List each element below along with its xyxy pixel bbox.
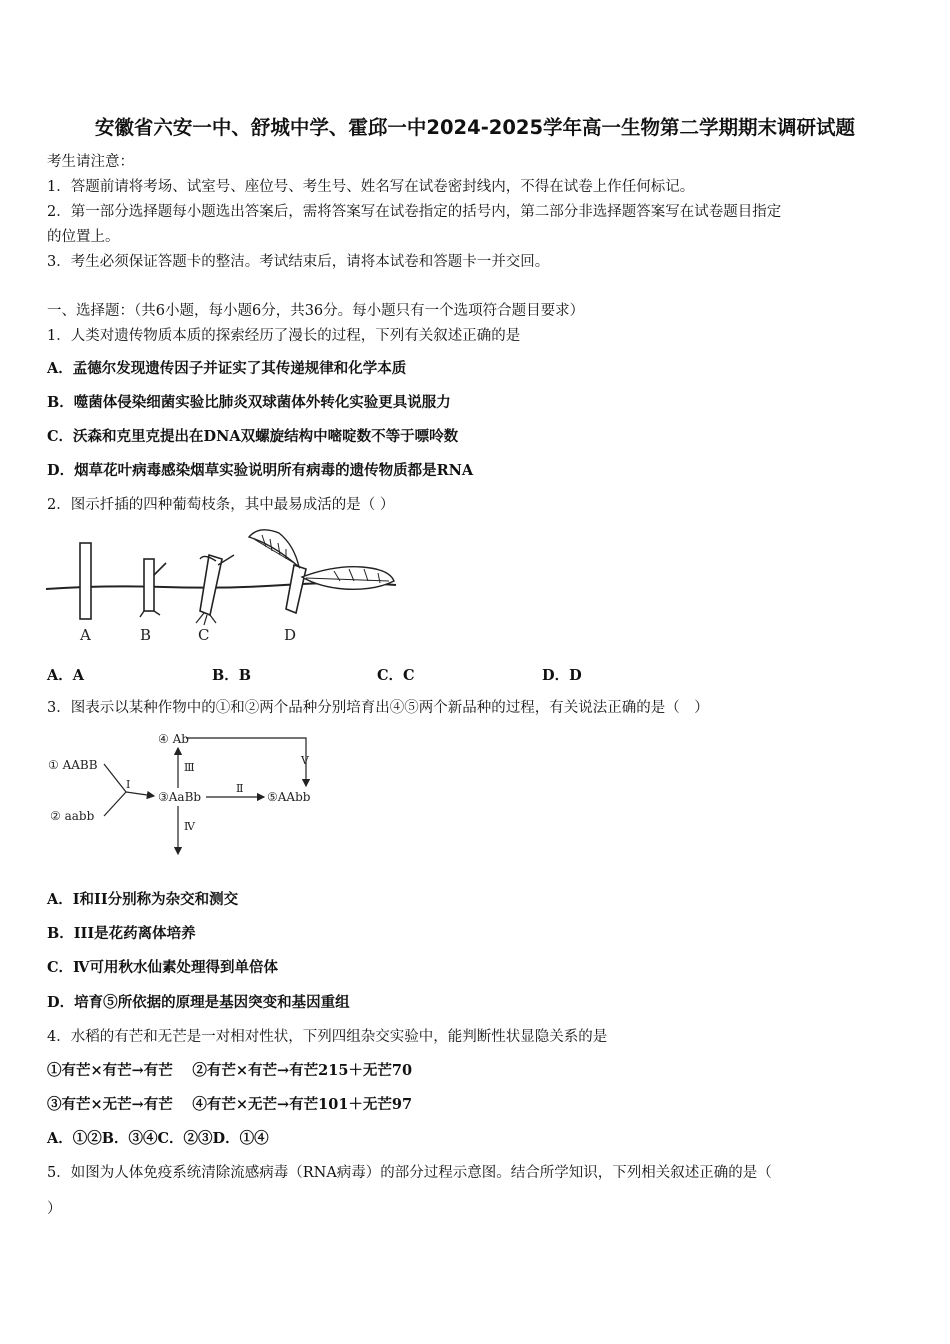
q3-option-d: D．培育⑤所依据的原理是基因突变和基因重组 [47,994,350,1011]
step-label: Ⅲ [184,761,195,774]
question-4-stem: 4．水稻的有芒和无芒是一对相对性状，下列四组杂交实验中，能判断性状显隐关系的是 [47,1029,608,1045]
q2-options [47,664,747,684]
q4-cross-line-2: ③有芒×无芒→有芒 ④有芒×无芒→有芒101＋无芒97 [47,1096,413,1113]
step-label: I [126,778,131,791]
q1-option-d: D．烟草花叶病毒感染烟草实验说明所有病毒的遗传物质都是RNA [47,462,474,479]
figure-label: D [284,626,297,644]
figure-label: B [140,626,152,644]
q2-option-a: A．A [47,667,85,684]
figure-label: A [80,626,91,644]
notice-item: 3．考生必须保证答题卡的整洁。考试结束后，请将本试卷和答题卡一并交回。 [47,254,550,270]
q1-option-b: B．噬菌体侵染细菌实验比肺炎双球菌体外转化实验更具说服力 [47,394,451,411]
node-aabb-recessive: ② aabb [50,809,95,823]
step-label: Ⅳ [184,820,195,833]
q2-option-c: C．C [377,667,415,684]
q1-option-a: A．孟德尔发现遗传因子并证实了其传递规律和化学本质 [47,360,407,377]
question-5-stem-cont: ） [47,1201,62,1217]
q3-option-a: A．I和II分别称为杂交和测交 [47,891,239,908]
q2-cutting-figure [44,525,400,650]
node-ab: ④ Ab [158,732,189,746]
question-1-stem: 1．人类对遗传物质本质的探索经历了漫长的过程，下列有关叙述正确的是 [47,328,521,344]
q2-option-b: B．B [212,667,252,684]
step-label: Ⅱ [236,782,244,795]
section-heading: 一、选择题：（共6小题，每小题6分，共36分。每小题只有一个选项符合题目要求） [47,303,585,319]
question-3-stem: 3．图表示以某种作物中的①和②两个品种分别培育出④⑤两个新品种的过程，有关说法正确的是（ ） [47,700,709,716]
q3-breeding-figure [44,726,344,860]
node-aabb-new: ⑤AAbb [267,790,311,804]
figure-label: C [198,626,210,644]
q3-option-c: C．Ⅳ可用秋水仙素处理得到单倍体 [47,959,278,976]
notice-item: 1．答题前请将考场、试室号、座位号、考生号、姓名写在试卷密封线内，不得在试卷上作任何标记。 [47,179,695,195]
q4-options: A．①②B．③④C．②③D．①④ [47,1130,269,1147]
node-aabb-hybrid: ③AaBb [158,790,202,804]
step-label: V [301,754,309,767]
notice-item: 的位置上。 [47,229,120,245]
q2-option-d: D．D [542,667,582,684]
page-title: 安徽省六安一中、舒城中学、霍邱一中2024-2025学年高一生物第二学期期末调研试题 [94,116,856,139]
notice-item: 2．第一部分选择题每小题选出答案后，需将答案写在试卷指定的括号内，第二部分非选择题答案写在试卷题目指定 [47,204,782,220]
q3-option-b: B．III是花药离体培养 [47,925,196,942]
q1-option-c: C．沃森和克里克提出在DNA双螺旋结构中嘧啶数不等于嘌呤数 [47,428,459,445]
node-aabb-parent: ① AABB [48,758,98,772]
q4-cross-line-1: ①有芒×有芒→有芒 ②有芒×有芒→有芒215＋无芒70 [47,1062,413,1079]
question-5-stem: 5．如图为人体免疫系统清除流感病毒（RNA病毒）的部分过程示意图。结合所学知识，下列相关叙述正确的是（ [47,1165,772,1181]
notice-heading: 考生请注意： [47,154,134,170]
question-2-stem: 2．图示扦插的四种葡萄枝条，其中最易成活的是（ ） [47,497,395,513]
